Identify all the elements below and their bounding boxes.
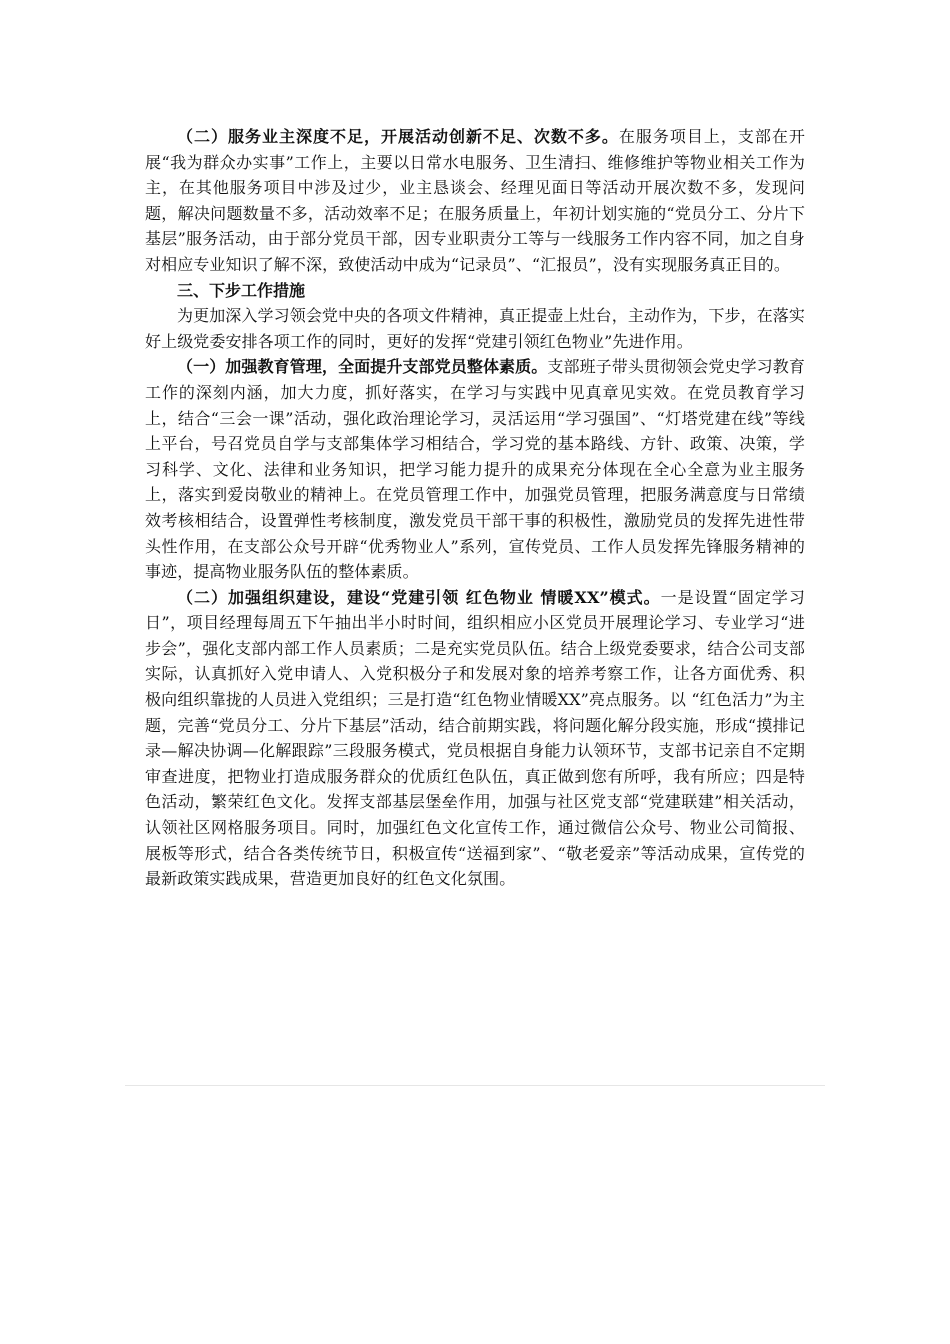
page-divider <box>125 1085 825 1086</box>
paragraph-body: 为更加深入学习领会党中央的各项文件精神，真正提壶上灶台，主动作为，下步，在落实好上级党委安排各项工作的同时，更好的发挥“党建引领红色物业”先进作用。 <box>145 306 805 351</box>
paragraph-intro <box>145 303 805 354</box>
paragraph-lead: （一）加强教育管理，全面提升支部党员整体素质。 <box>177 357 548 377</box>
paragraph-lead: （二）加强组织建设，建设“党建引领 红色物业 情暖XX”模式。 <box>177 587 661 607</box>
paragraph-body: 支部班子带头贯彻领会党史学习教育工作的深刻内涵，加大力度，抓好落实，在学习与实践中见真章见实效。在党员教育学习上，结合“三会一课”活动，强化政治理论学习，灵活运用“学习强国”、“灯塔党建在线”等线上平台，号召党员自学与支部集体学习相结合，学习党的基本路线、方针、政策、决策，学习科学、文化、法律和业务知识，把学习能力提升的成果充分体现在全心全意为业主服务上，落实到爱岗敬业的精神上。在党员管理工作中，加强党员管理，把服务满意度与日常绩效考核相结合，设置弹性考核制度，激发党员干部干事的积极性，激励党员的发挥先进性带头性作用，在支部公众号开辟“优秀物业人”系列，宣传党员、工作人员发挥先锋服务精神的事迹，提高物业服务队伍的整体素质。 <box>145 357 805 582</box>
paragraph-education-management <box>145 354 805 584</box>
paragraph-lead: （二）服务业主深度不足，开展活动创新不足、次数不多。 <box>177 127 619 146</box>
section-heading-next-steps: 三、下步工作措施 <box>177 280 306 300</box>
document-page <box>145 124 805 892</box>
paragraph-service-depth <box>145 124 805 278</box>
paragraph-body: 一是设置“固定学习日”，项目经理每周五下午抽出半小时时间，组织相应小区党员开展理论学习、专业学习“进步会”，强化支部内部工作人员素质；二是充实党员队伍。结合上级党委要求，结合公司支部实际，认真抓好入党申请人、入党积极分子和发展对象的培养考察工作，让各方面优秀、积极向组织靠拢的人员进入党组织；三是打造“红色物业情暖XX”亮点服务。以 “红色活力”为主题，完善“党员分工、分片下基层”活动，结合前期实践，将问题化解分段实施，形成“摸排记录—解决协调—化解跟踪”三段服务模式，党员根据自身能力认领环节，支部书记亲自不定期审查进度，把物业打造成服务群众的优质红色队伍，真正做到您有所呼，我有所应；四是特色活动，繁荣红色文化。发挥支部基层堡垒作用，加强与社区党支部“党建联建”相关活动，认领社区网格服务项目。同时，加强红色文化宣传工作，通过微信公众号、物业公司简报、展板等形式，结合各类传统节日，积极宣传“送福到家”、“敬老爱亲”等活动成果，宣传党的最新政策实践成果，营造更加良好的红色文化氛围。 <box>145 587 805 889</box>
paragraph-body: 在服务项目上，支部在开展“我为群众办实事”工作上，主要以日常水电服务、卫生清扫、维修维护等物业相关工作为主，在其他服务项目中涉及过少，业主恳谈会、经理见面日等活动开展次数不多，发现问题，解决问题数量不多，活动效率不足；在服务质量上，年初计划实施的“党员分工、分片下基层”服务活动，由于部分党员干部，因专业职责分工等与一线服务工作内容不同，加之自身对相应专业知识了解不深，致使活动中成为“记录员”、“汇报员”，没有实现服务真正目的。 <box>145 127 805 274</box>
paragraph-organization-building <box>145 585 805 892</box>
